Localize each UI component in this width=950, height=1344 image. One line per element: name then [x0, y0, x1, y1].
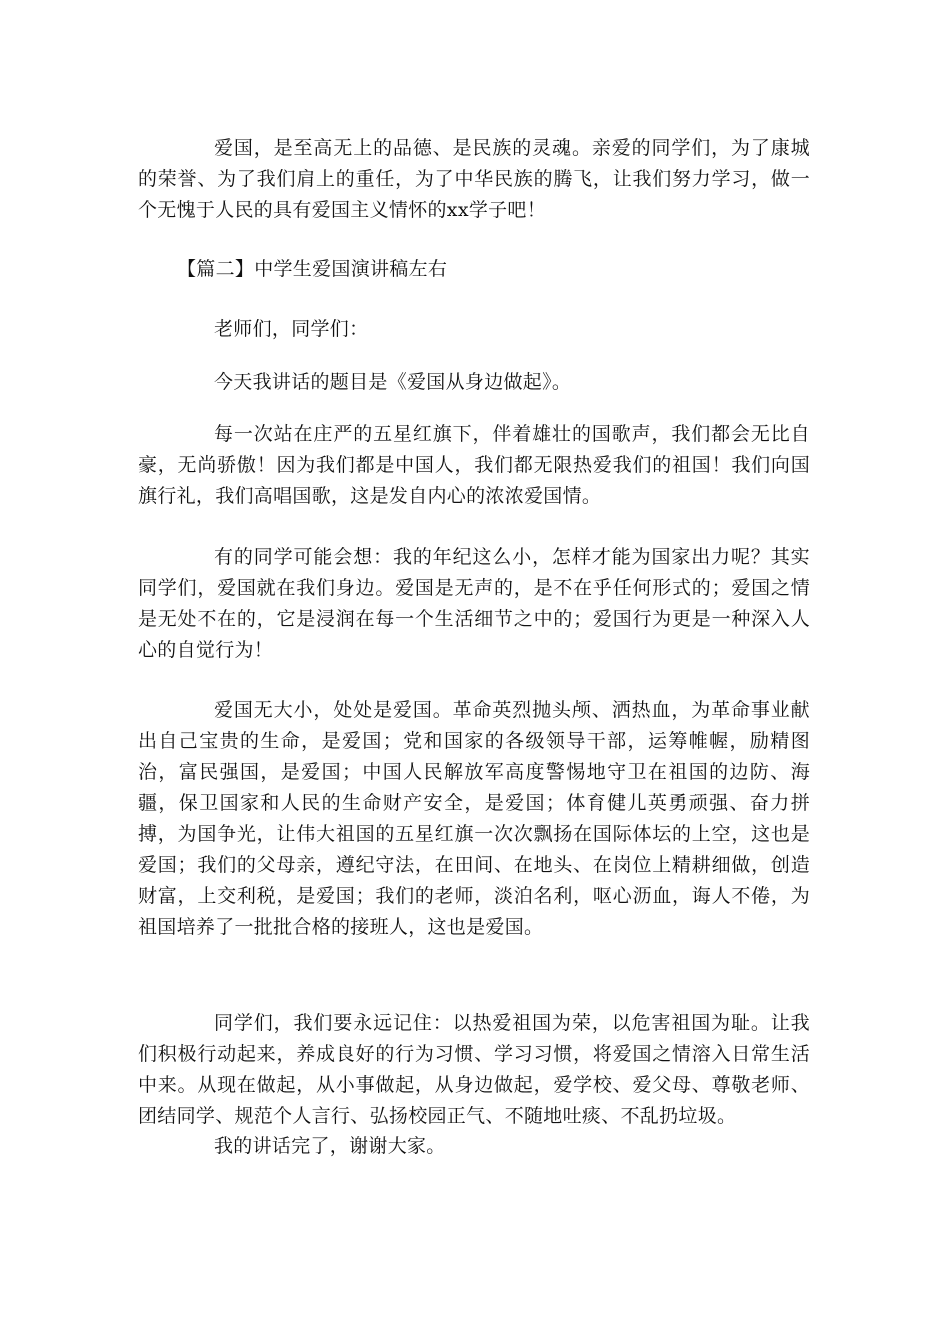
paragraph-flag: 每一次站在庄严的五星红旗下，伴着雄壮的国歌声，我们都会无比自豪，无尚骄傲！因为我们都是中国人，我们都无限热爱我们的祖国！我们向国旗行礼，我们高唱国歌，这是发自内心的浓浓爱国情。 — [138, 423, 810, 507]
paragraph-call-to-action: 同学们，我们要永远记住：以热爱祖国为荣，以危害祖国为耻。让我们积极行动起来，养成良好的行为习惯、学习习惯，将爱国之情溶入日常生活中来。从现在做起，从小事做起，从身边做起，爱学校、爱父母、尊敬老师、团结同学、规范个人言行、弘扬校园正气、不随地吐痰、不乱扔垃圾。 — [138, 1012, 810, 1127]
paragraph-salutation: 老师们，同学们： — [214, 318, 369, 340]
paragraph-topic: 今天我讲话的题目是《爱国从身边做起》。 — [214, 371, 572, 393]
paragraph-examples: 爱国无大小，处处是爱国。革命英烈抛头颅、洒热血，为革命事业献出自己宝贵的生命，是爱国；党和国家的各级领导干部，运筹帷幄，励精图治，富民强国，是爱国；中国人民解放军高度警惕地守卫在祖国的边防、海疆，保卫国家和人民的生命财产安全，是爱国；体育健儿英勇顽强、奋力拼搏，为国争光，让伟大祖国的五星红旗一次次飘扬在国际体坛的上空，这也是爱国；我们的父母亲，遵纪守法，在田间、在地头、在岗位上精耕细做，创造财富，上交利税，是爱国；我们的老师，淡泊名利，呕心沥血，诲人不倦，为祖国培养了一批批合格的接班人，这也是爱国。 — [138, 699, 810, 938]
paragraph-conclusion: 爱国，是至高无上的品德、是民族的灵魂。亲爱的同学们，为了康城的荣誉、为了我们肩上的重任，为了中华民族的腾飞，让我们努力学习，做一个无愧于人民的具有爱国主义情怀的xx学子吧！ — [138, 137, 810, 221]
paragraph-closing: 我的讲话完了，谢谢大家。 — [214, 1135, 446, 1157]
section-heading: 【篇二】中学生爱国演讲稿左右 — [177, 258, 448, 280]
paragraph-question: 有的同学可能会想：我的年纪这么小，怎样才能为国家出力呢？其实同学们，爱国就在我们身边。爱国是无声的，是不在乎任何形式的；爱国之情是无处不在的，它是浸润在每一个生活细节之中的；爱国行为更是一种深入人心的自觉行为！ — [138, 546, 810, 661]
